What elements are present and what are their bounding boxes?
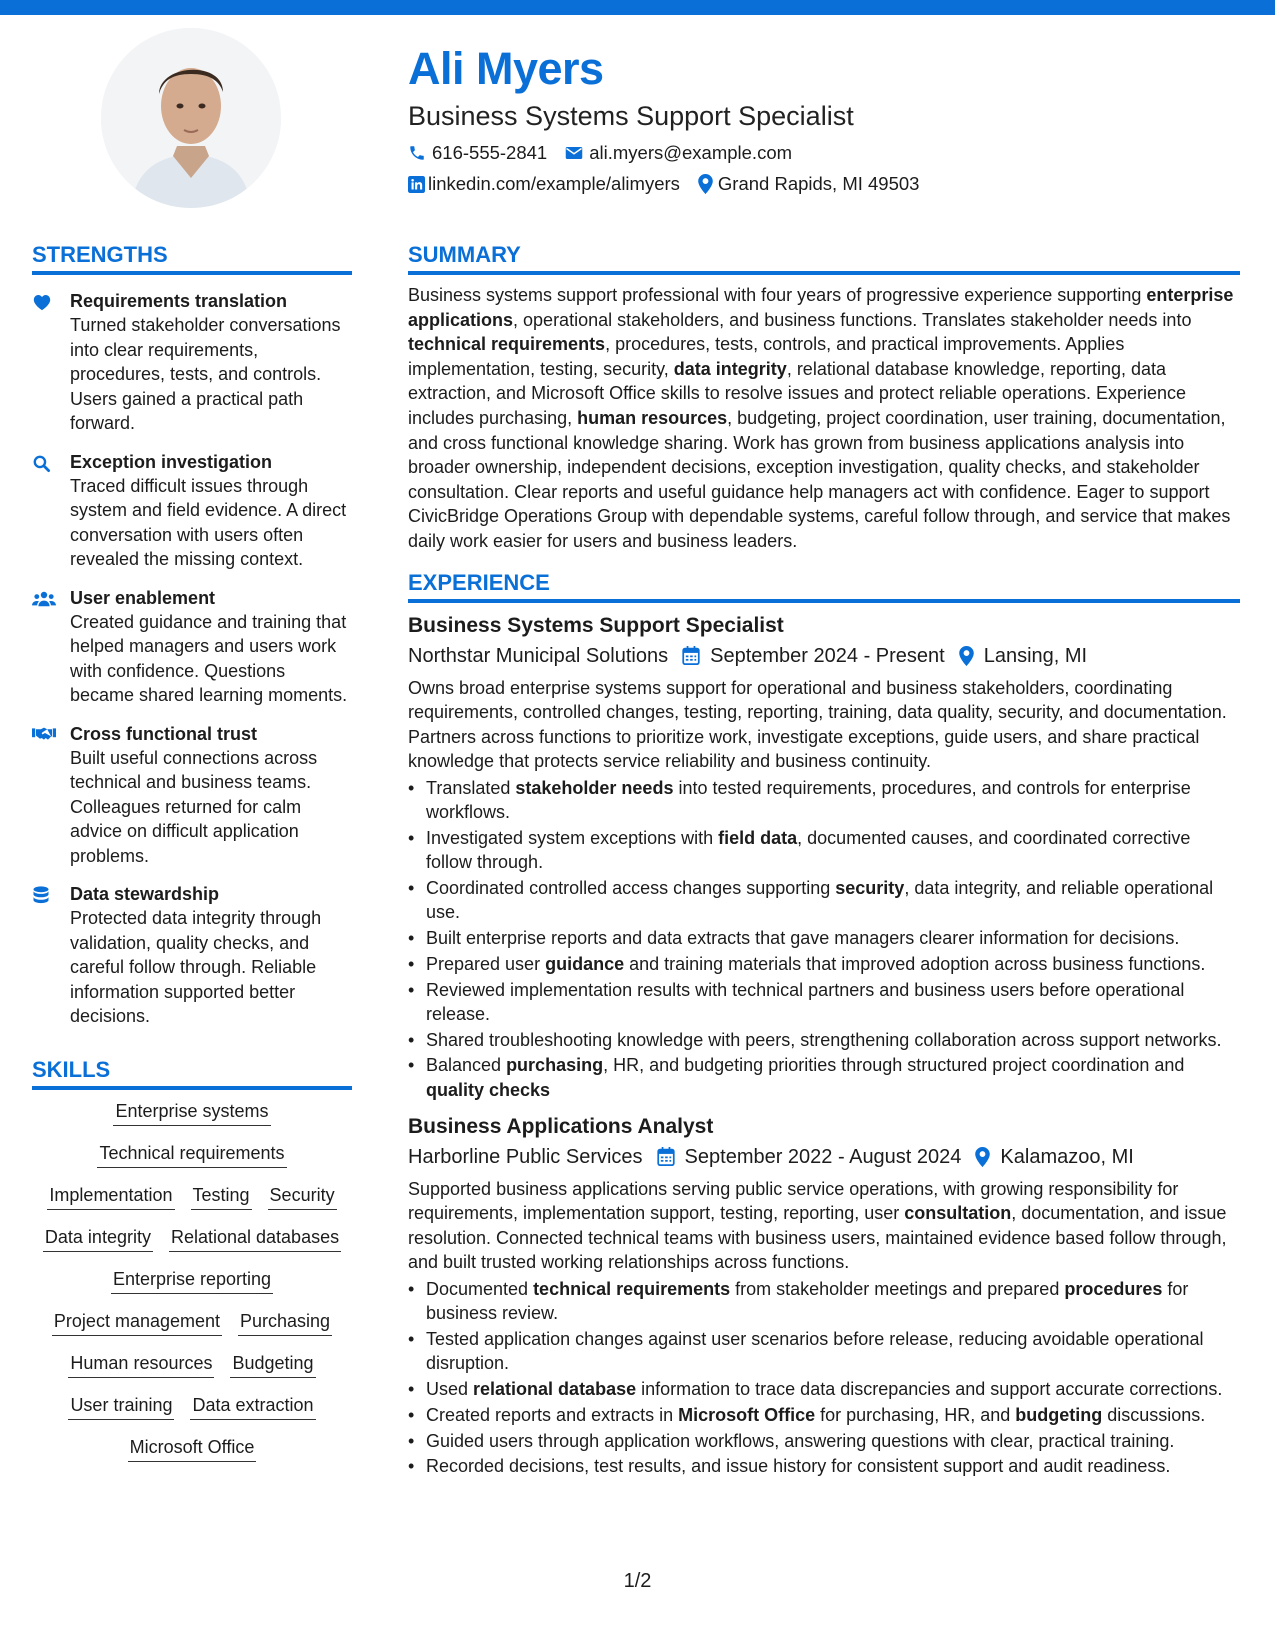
strength-item [32,289,352,436]
strength-item [32,450,352,572]
strength-desc: Created guidance and training that helped managers and users work with confidence. Questions became shared learning moments. [70,611,348,705]
text-run: Translated [426,777,516,798]
skills-heading: SKILLS [32,1055,352,1090]
calendar-icon [682,646,700,665]
text-run: Balanced [426,1055,507,1076]
skill-row [32,1098,352,1126]
text-run: into tested requirements, procedures, and controls for enterprise workflows. [426,777,1191,823]
email-contact[interactable] [565,140,792,166]
strength-title: Requirements translation [70,291,288,311]
bold-text: stakeholder needs [515,777,674,798]
text-run: Prepared user [426,953,546,974]
bold-text: procedures [1064,1279,1163,1300]
bullet-item [408,1377,1240,1401]
text-run: and training materials that improved adoption across business functions. [624,953,1206,974]
skill-tag: Data integrity [43,1224,153,1252]
users-icon [32,590,56,608]
skill-row [32,1392,352,1420]
text-run: , documented causes, and coordinated corrective follow through. [426,827,1191,873]
bold-text: data integrity [673,358,787,379]
text-run: , HR, and budgeting priorities through structured project coordination and [603,1055,1185,1076]
job-description [408,676,1240,774]
phone-icon [408,144,426,162]
text-run: , operational stakeholders, and business functions. Translates stakeholder needs into [513,309,1192,330]
bullet-item [408,1429,1240,1453]
job-entry [408,611,1240,1102]
page-number: 1/2 [623,1570,652,1592]
bold-text: enterprise applications [408,285,1234,330]
skills-list [32,1098,352,1462]
text-run: Reviewed implementation results with technical partners and business users before operational release. [426,979,1185,1024]
email-text: ali.myers@example.com [589,142,793,163]
search-icon [32,454,51,473]
heart-icon [32,293,52,311]
bullet-item [408,876,1240,924]
bold-text: guidance [545,953,625,974]
skill-row [32,1350,352,1378]
skill-row [32,1266,352,1294]
bullet-item [408,1053,1240,1101]
text-run: from stakeholder meetings and prepared [730,1279,1065,1300]
job-location [975,1143,1133,1171]
database-icon [32,886,50,906]
linkedin-text: linkedin.com/example/alimyers [428,173,680,194]
skill-tag: Project management [52,1308,222,1336]
text-run: Investigated system exceptions with [426,827,719,848]
skill-row [32,1140,352,1168]
text-run: , relational database knowledge, reporting, data extraction, and Microsoft Office skills to resolve issues and protect reliable operations. Experience includes purchasing, [408,358,1187,428]
job-dates-text: September 2024 - Present [710,644,945,667]
resume-header [408,40,1228,197]
skill-row [32,1224,352,1252]
job-dates [682,642,945,670]
bold-text: quality checks [426,1079,551,1100]
bold-text: Microsoft Office [678,1404,816,1425]
text-run: , documentation, and issue resolution. Connected technical teams with business users, maintained evidence based follow through, and built trusted working relationships across functions. [408,1203,1227,1273]
bold-text: technical requirements [408,334,606,355]
bullet-item [408,952,1240,976]
bullet-item [408,926,1240,950]
skill-tag: Implementation [47,1182,174,1210]
bold-text: technical requirements [533,1279,731,1300]
strength-desc: Turned stakeholder conversations into clear requirements, procedures, tests, and controls. Users gained a practical path forward. [70,315,341,433]
job-title: Business Applications Analyst [408,1114,714,1138]
bullet-item [408,826,1240,874]
text-run: Coordinated controlled access changes supporting [426,877,836,898]
left-column [32,240,352,1462]
calendar-icon [657,1147,675,1166]
job-title: Business Systems Support Specialist [408,613,784,637]
text-run: Supported business applications serving public service operations, with growing responsibility for requirements, implementation support, testing, reporting, user [408,1178,1179,1224]
job-location [959,642,1087,670]
bullet-item [408,1403,1240,1427]
strength-title: Cross functional trust [70,723,258,744]
text-run: for business review. [426,1279,1189,1324]
text-run: Documented [426,1279,534,1300]
strengths-heading: STRENGTHS [32,240,352,275]
skill-tag: Human resources [68,1350,214,1378]
bullet-item [408,1454,1240,1478]
bold-text: budgeting [1015,1404,1103,1425]
map-pin-icon [975,1147,990,1167]
map-pin-icon [698,174,713,194]
bold-text: security [835,877,905,898]
phone-text: 616-555-2841 [432,142,548,163]
skill-tag: Technical requirements [97,1140,286,1168]
bullet-item [408,1028,1240,1052]
summary-heading: SUMMARY [408,240,1240,275]
bold-text: purchasing [506,1055,604,1076]
job-dates-text: September 2022 - August 2024 [684,1145,962,1168]
text-run: Tested application changes against user scenarios before release, reducing avoidable operational disruption. [426,1329,1204,1374]
top-accent-bar [0,0,1275,15]
skill-row [32,1182,352,1210]
job-description [408,1177,1240,1275]
handshake-icon [32,726,56,742]
strength-title: Data stewardship [70,884,220,904]
strength-desc: Built useful connections across technical and business teams. Colleagues returned for calm advice on difficult application problems. [70,747,318,866]
text-run: Built enterprise reports and data extracts that gave managers clearer information for decisions. [426,927,1180,948]
job-bullets [408,776,1240,1102]
skill-tag: Purchasing [238,1308,332,1336]
job-entry [408,1112,1240,1479]
job-dates [657,1143,962,1171]
skill-tag: Enterprise reporting [111,1266,273,1294]
bold-text: human resources [577,407,728,428]
strength-desc: Protected data integrity through validation, quality checks, and careful follow through. Reliable information supported better decisions. [70,908,322,1026]
map-pin-icon [959,646,974,666]
right-column [408,240,1240,1480]
text-run: information to trace data discrepancies and support accurate corrections. [636,1379,1223,1400]
text-run: Shared troubleshooting knowledge with peers, strengthening collaboration across support networks. [426,1029,1222,1050]
location-contact [698,171,920,197]
text-run: , budgeting, project coordination, user training, documentation, and cross functional knowledge sharing. Work has grown from business applications analysis into broader ownership, independent decisions, exception investigation, quality checks, and stakeholder consultation. Clear reports and useful guidance help managers act with confidence. Eager to support CivicBridge Operations Group with dependable systems, careful follow through, and service that makes daily work easier for users and business leaders. [408,407,1231,551]
candidate-name: Ali Myers [408,43,604,94]
skill-tag: Data extraction [190,1392,315,1420]
text-run: Guided users through application workflows, answering questions with clear, practical training. [426,1430,1175,1451]
bold-text: field data [718,827,798,848]
candidate-title: Business Systems Support Specialist [408,101,854,131]
experience-heading: EXPERIENCE [408,568,1240,603]
strength-title: User enablement [70,587,216,608]
text-run: Created reports and extracts in [426,1404,679,1425]
skill-tag: Security [268,1182,337,1210]
bullet-item [408,776,1240,824]
bold-text: relational database [473,1379,637,1400]
linkedin-icon [408,176,425,193]
skill-row [32,1434,352,1462]
job-location-text: Lansing, MI [983,644,1088,667]
strength-item [32,722,352,869]
skill-tag: User training [68,1392,174,1420]
text-run: , data integrity, and reliable operational use. [426,877,1214,923]
phone-contact[interactable] [408,140,547,166]
job-location-text: Kalamazoo, MI [1000,1145,1134,1168]
bold-text: consultation [904,1203,1012,1224]
location-text: Grand Rapids, MI 49503 [717,173,920,194]
profile-photo [101,28,281,208]
skill-tag: Enterprise systems [113,1098,270,1126]
skill-tag: Microsoft Office [128,1434,257,1462]
skill-tag: Relational databases [169,1224,341,1252]
strength-desc: Traced difficult issues through system and field evidence. A direct conversation with users often revealed the missing context. [70,475,347,569]
job-bullets [408,1277,1240,1479]
text-run: Business systems support professional with four years of progressive experience supporting [408,285,1147,305]
bullet-item [408,1277,1240,1325]
skill-tag: Budgeting [230,1350,315,1378]
bullet-item [408,1327,1240,1375]
envelope-icon [565,145,583,161]
summary-text [408,283,1240,554]
text-run: Used [426,1379,474,1400]
strength-title: Exception investigation [70,451,273,472]
text-run: for purchasing, HR, and [815,1404,1016,1425]
linkedin-contact[interactable] [408,171,680,197]
job-company: Harborline Public Services [408,1145,643,1168]
text-run: , procedures, tests, controls, and practical improvements. Applies implementation, testing, security, [408,334,1125,379]
strength-item [32,586,352,708]
skill-tag: Testing [191,1182,252,1210]
bullet-item [408,978,1240,1026]
strength-item [32,882,352,1029]
job-company: Northstar Municipal Solutions [408,644,669,667]
text-run: discussions. [1102,1404,1206,1425]
text-run: Owns broad enterprise systems support for operational and business stakeholders, coordinating requirements, controlled changes, testing, reporting, training, data quality, security, and documentation. Partners across functions to prioritize work, investigate exceptions, guide users, and share practical knowledge that protects service reliability and business continuity. [408,677,1227,772]
skill-row [32,1308,352,1336]
text-run: Recorded decisions, test results, and issue history for consistent support and audit readiness. [426,1456,1171,1477]
